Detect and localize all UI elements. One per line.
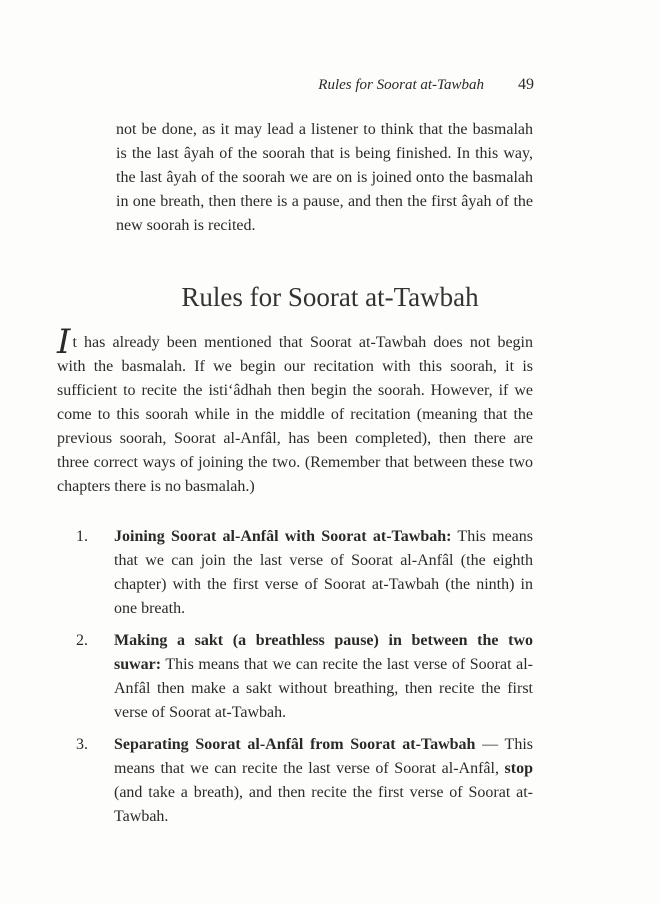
running-head-title: Rules for Soorat at-Tawbah: [318, 77, 484, 93]
list-body: — This means that we can recite the last verse of Soorat al-Anfâl,: [114, 736, 534, 777]
list-heading: Making a sakt (a breathless pause) in between the two suwar:: [114, 632, 533, 673]
stop-word: stop: [504, 760, 533, 777]
list-body: This means that we can join the last verse of Soorat al-Anfâl (the eighth chapter) with the first verse of Soorat at-Tawbah (the ninth) in one breath.: [114, 528, 533, 617]
list-body-end: (and take a breath), and then recite the first verse of Soorat at-Tawbah.: [114, 784, 533, 825]
running-head: [0, 76, 534, 94]
list-item: [76, 733, 533, 829]
list-heading: Separating Soorat al-Anfâl from Soorat at-Tawbah: [114, 736, 476, 753]
continued-paragraph: [116, 118, 533, 238]
list-text: [114, 525, 533, 621]
list-body: This means that we can recite the last verse of Soorat al-Anfâl then make a sakt without breathing, then recite the first verse of Soorat at-Tawbah.: [114, 656, 533, 721]
intro-text: t has already been mentioned that Soorat at-Tawbah does not begin with the basmalah. If we begin our recitation with this soorah, it is sufficient to recite the isti‘âdhah then begin the soorah. However, if we come to this soorah while in the middle of recitation (meaning that the previous soorah, Soorat al-Anfâl, has been completed), then there are three correct ways of joining the two. (Remember that between these two chapters there is no basmalah.): [57, 334, 533, 495]
list-number: 1.: [76, 528, 88, 545]
list-item: [76, 525, 533, 621]
list-item: [76, 629, 533, 725]
section-title: Rules for Soorat at-Tawbah: [181, 282, 479, 312]
numbered-list: [76, 525, 533, 837]
page-number: 49: [518, 76, 534, 93]
list-heading: Joining Soorat al-Anfâl with Soorat at-Tawbah:: [114, 528, 452, 545]
paragraph-text: not be done, as it may lead a listener to think that the basmalah is the last âyah of the soorah that is being finished. In this way, the last âyah of the soorah we are on is joined onto the basmalah in one breath, then there is a pause, and then the first âyah of the new soorah is recited.: [116, 121, 533, 234]
list-number: 2.: [76, 632, 88, 649]
drop-cap: I: [57, 322, 71, 362]
list-text: [114, 629, 533, 725]
list-text: [114, 733, 533, 829]
intro-paragraph: [57, 322, 533, 499]
list-number: 3.: [76, 736, 88, 753]
